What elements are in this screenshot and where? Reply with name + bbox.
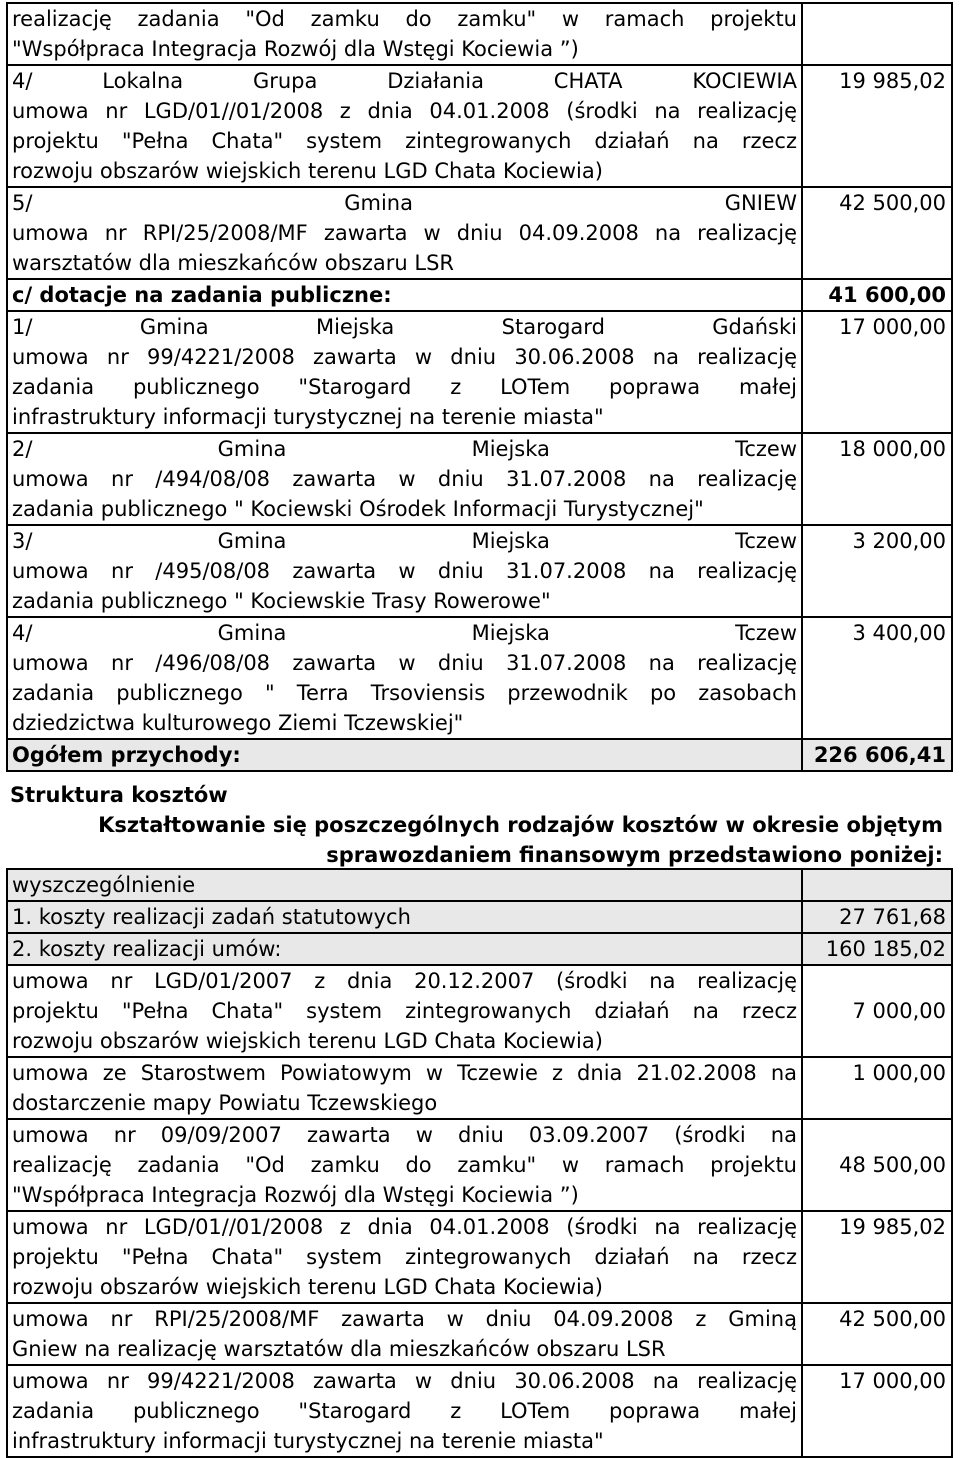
amount-cell [802,3,952,65]
amount-cell [802,433,952,525]
description-line: umowa nr /494/08/08 zawarta w dniu 31.07.2008 na realizację [12,467,797,491]
cost-row [7,1303,952,1365]
description-line: zadania publicznego "Starogard z LOTem poprawa małej [12,375,797,399]
description-line: umowa ze Starostwem Powiatowym w Tczewie z dnia 21.02.2008 na [12,1061,797,1085]
income-row [7,3,952,65]
description-cell [7,187,802,279]
description-line: umowa nr /495/08/08 zawarta w dniu 31.07.2008 na realizację [12,559,797,583]
amount-cell [802,901,952,933]
amount-value: 17 000,00 [839,1369,946,1393]
amount-value: 3 400,00 [852,621,946,645]
amount-value: 18 000,00 [839,437,946,461]
cost-row [7,965,952,1057]
income-table [6,2,953,772]
cost-section-title: Struktura kosztów [10,783,228,807]
description-line: umowa nr LGD/01//01/2008 z dnia 04.01.2008 (środki na realizację [12,1215,797,1239]
amount-cell [802,739,952,771]
amount-value [803,4,951,34]
amount-cell [802,1211,952,1303]
description-line: dostarczenie mapy Powiatu Tczewskiego [12,1091,438,1115]
amount-cell [802,617,952,739]
cost-section-subtitle-line2: sprawozdaniem finansowym przedstawiono poniżej: [326,843,943,867]
cost-row [7,1057,952,1119]
description-line: umowa nr 99/4221/2008 zawarta w dniu 30.06.2008 na realizację [12,345,797,369]
description-line: 2/ Gmina Miejska Tczew [12,437,797,461]
description-line: zadania publicznego " Kociewski Ośrodek Informacji Turystycznej" [12,497,704,521]
amount-value: 19 985,02 [839,1215,946,1239]
amount-value: 160 185,02 [825,937,946,961]
income-row [7,279,952,311]
amount-cell [802,1119,952,1211]
description-line: 2. koszty realizacji umów: [12,937,282,961]
amount-value: 1 000,00 [852,1061,946,1085]
amount-value [803,870,951,900]
description-line: umowa nr LGD/01//01/2008 z dnia 04.01.2008 (środki na realizację [12,99,797,123]
description-line: 5/ Gmina GNIEW [12,191,797,215]
amount-cell [802,965,952,1057]
cost-row [7,1211,952,1303]
amount-cell [802,1365,952,1457]
income-row [7,525,952,617]
income-row [7,311,952,433]
cost-section-subtitle-line1: Kształtowanie się poszczególnych rodzajów kosztów w okresie objętym [98,813,943,837]
description-line: wyszczególnienie [12,873,196,897]
amount-cell [802,65,952,187]
description-line: dziedzictwa kulturowego Ziemi Tczewskiej" [12,711,464,735]
description-cell [7,433,802,525]
description-line: umowa nr /496/08/08 zawarta w dniu 31.07.2008 na realizację [12,651,797,675]
description-line: umowa nr 99/4221/2008 zawarta w dniu 30.06.2008 na realizację [12,1369,797,1393]
amount-cell [802,1303,952,1365]
description-line: 4/ Gmina Miejska Tczew [12,621,797,645]
description-cell [7,65,802,187]
description-cell [7,739,802,771]
amount-value: 27 761,68 [839,905,946,929]
income-row [7,65,952,187]
description-cell [7,1211,802,1303]
description-cell [7,869,802,901]
description-line: projektu "Pełna Chata" system zintegrowanych działań na rzecz [12,1245,797,1269]
cost-row [7,1119,952,1211]
description-cell [7,311,802,433]
amount-cell [802,525,952,617]
amount-cell [802,933,952,965]
description-line: umowa nr RPI/25/2008/MF zawarta w dniu 04.09.2008 na realizację [12,221,797,245]
description-line: realizację zadania "Od zamku do zamku" w ramach projektu [12,7,797,31]
description-cell [7,3,802,65]
description-line: zadania publicznego "Starogard z LOTem poprawa małej [12,1399,797,1423]
amount-value: 3 200,00 [852,529,946,553]
income-row [7,187,952,279]
description-cell [7,1057,802,1119]
description-line: zadania publicznego " Kociewskie Trasy Rowerowe" [12,589,551,613]
description-line: c/ dotacje na zadania publiczne: [12,283,392,307]
amount-value: 19 985,02 [839,69,946,93]
description-cell [7,901,802,933]
income-row [7,739,952,771]
cost-row [7,1365,952,1457]
description-line: "Współpraca Integracja Rozwój dla Wstęgi Kociewia ”) [12,1183,579,1207]
description-line: rozwoju obszarów wiejskich terenu LGD Chata Kociewia) [12,1275,603,1299]
description-cell [7,1365,802,1457]
amount-cell [802,311,952,433]
amount-cell [802,187,952,279]
amount-value: 17 000,00 [839,315,946,339]
description-cell [7,1303,802,1365]
amount-value: 48 500,00 [839,1153,946,1177]
amount-value: 42 500,00 [839,191,946,215]
description-line: 3/ Gmina Miejska Tczew [12,529,797,553]
cost-row [7,901,952,933]
amount-cell [802,279,952,311]
description-line: rozwoju obszarów wiejskich terenu LGD Chata Kociewia) [12,1029,603,1053]
cost-row [7,869,952,901]
description-line: Ogółem przychody: [12,743,241,767]
description-line: 4/ Lokalna Grupa Działania CHATA KOCIEWIA [12,69,797,93]
description-line: 1/ Gmina Miejska Starogard Gdański [12,315,797,339]
description-line: umowa nr LGD/01/2007 z dnia 20.12.2007 (środki na realizację [12,969,797,993]
description-line: rozwoju obszarów wiejskich terenu LGD Chata Kociewia) [12,159,603,183]
description-cell [7,965,802,1057]
cost-structure-heading [10,780,955,870]
description-cell [7,525,802,617]
income-row [7,617,952,739]
description-line: umowa nr RPI/25/2008/MF zawarta w dniu 04.09.2008 z Gminą [12,1307,797,1331]
description-line: zadania publicznego " Terra Trsoviensis przewodnik po zasobach [12,681,797,705]
description-cell [7,617,802,739]
description-line: Gniew na realizację warsztatów dla mieszkańców obszaru LSR [12,1337,666,1361]
description-line: umowa nr 09/09/2007 zawarta w dniu 03.09.2007 (środki na [12,1123,797,1147]
cost-table [6,868,953,1458]
description-line: projektu "Pełna Chata" system zintegrowanych działań na rzecz [12,129,797,153]
description-line: realizację zadania "Od zamku do zamku" w ramach projektu [12,1153,797,1177]
description-line: warsztatów dla mieszkańców obszaru LSR [12,251,455,275]
description-line: projektu "Pełna Chata" system zintegrowanych działań na rzecz [12,999,797,1023]
description-line: infrastruktury informacji turystycznej na terenie miasta" [12,405,604,429]
amount-value: 226 606,41 [813,743,946,767]
cost-row [7,933,952,965]
amount-value: 42 500,00 [839,1307,946,1331]
amount-cell [802,1057,952,1119]
description-line: infrastruktury informacji turystycznej na terenie miasta" [12,1429,604,1453]
amount-cell [802,869,952,901]
description-line: 1. koszty realizacji zadań statutowych [12,905,411,929]
income-row [7,433,952,525]
description-cell [7,933,802,965]
description-cell [7,1119,802,1211]
amount-value: 41 600,00 [828,283,946,307]
amount-value: 7 000,00 [852,999,946,1023]
description-line: "Współpraca Integracja Rozwój dla Wstęgi Kociewia ”) [12,37,579,61]
description-cell [7,279,802,311]
